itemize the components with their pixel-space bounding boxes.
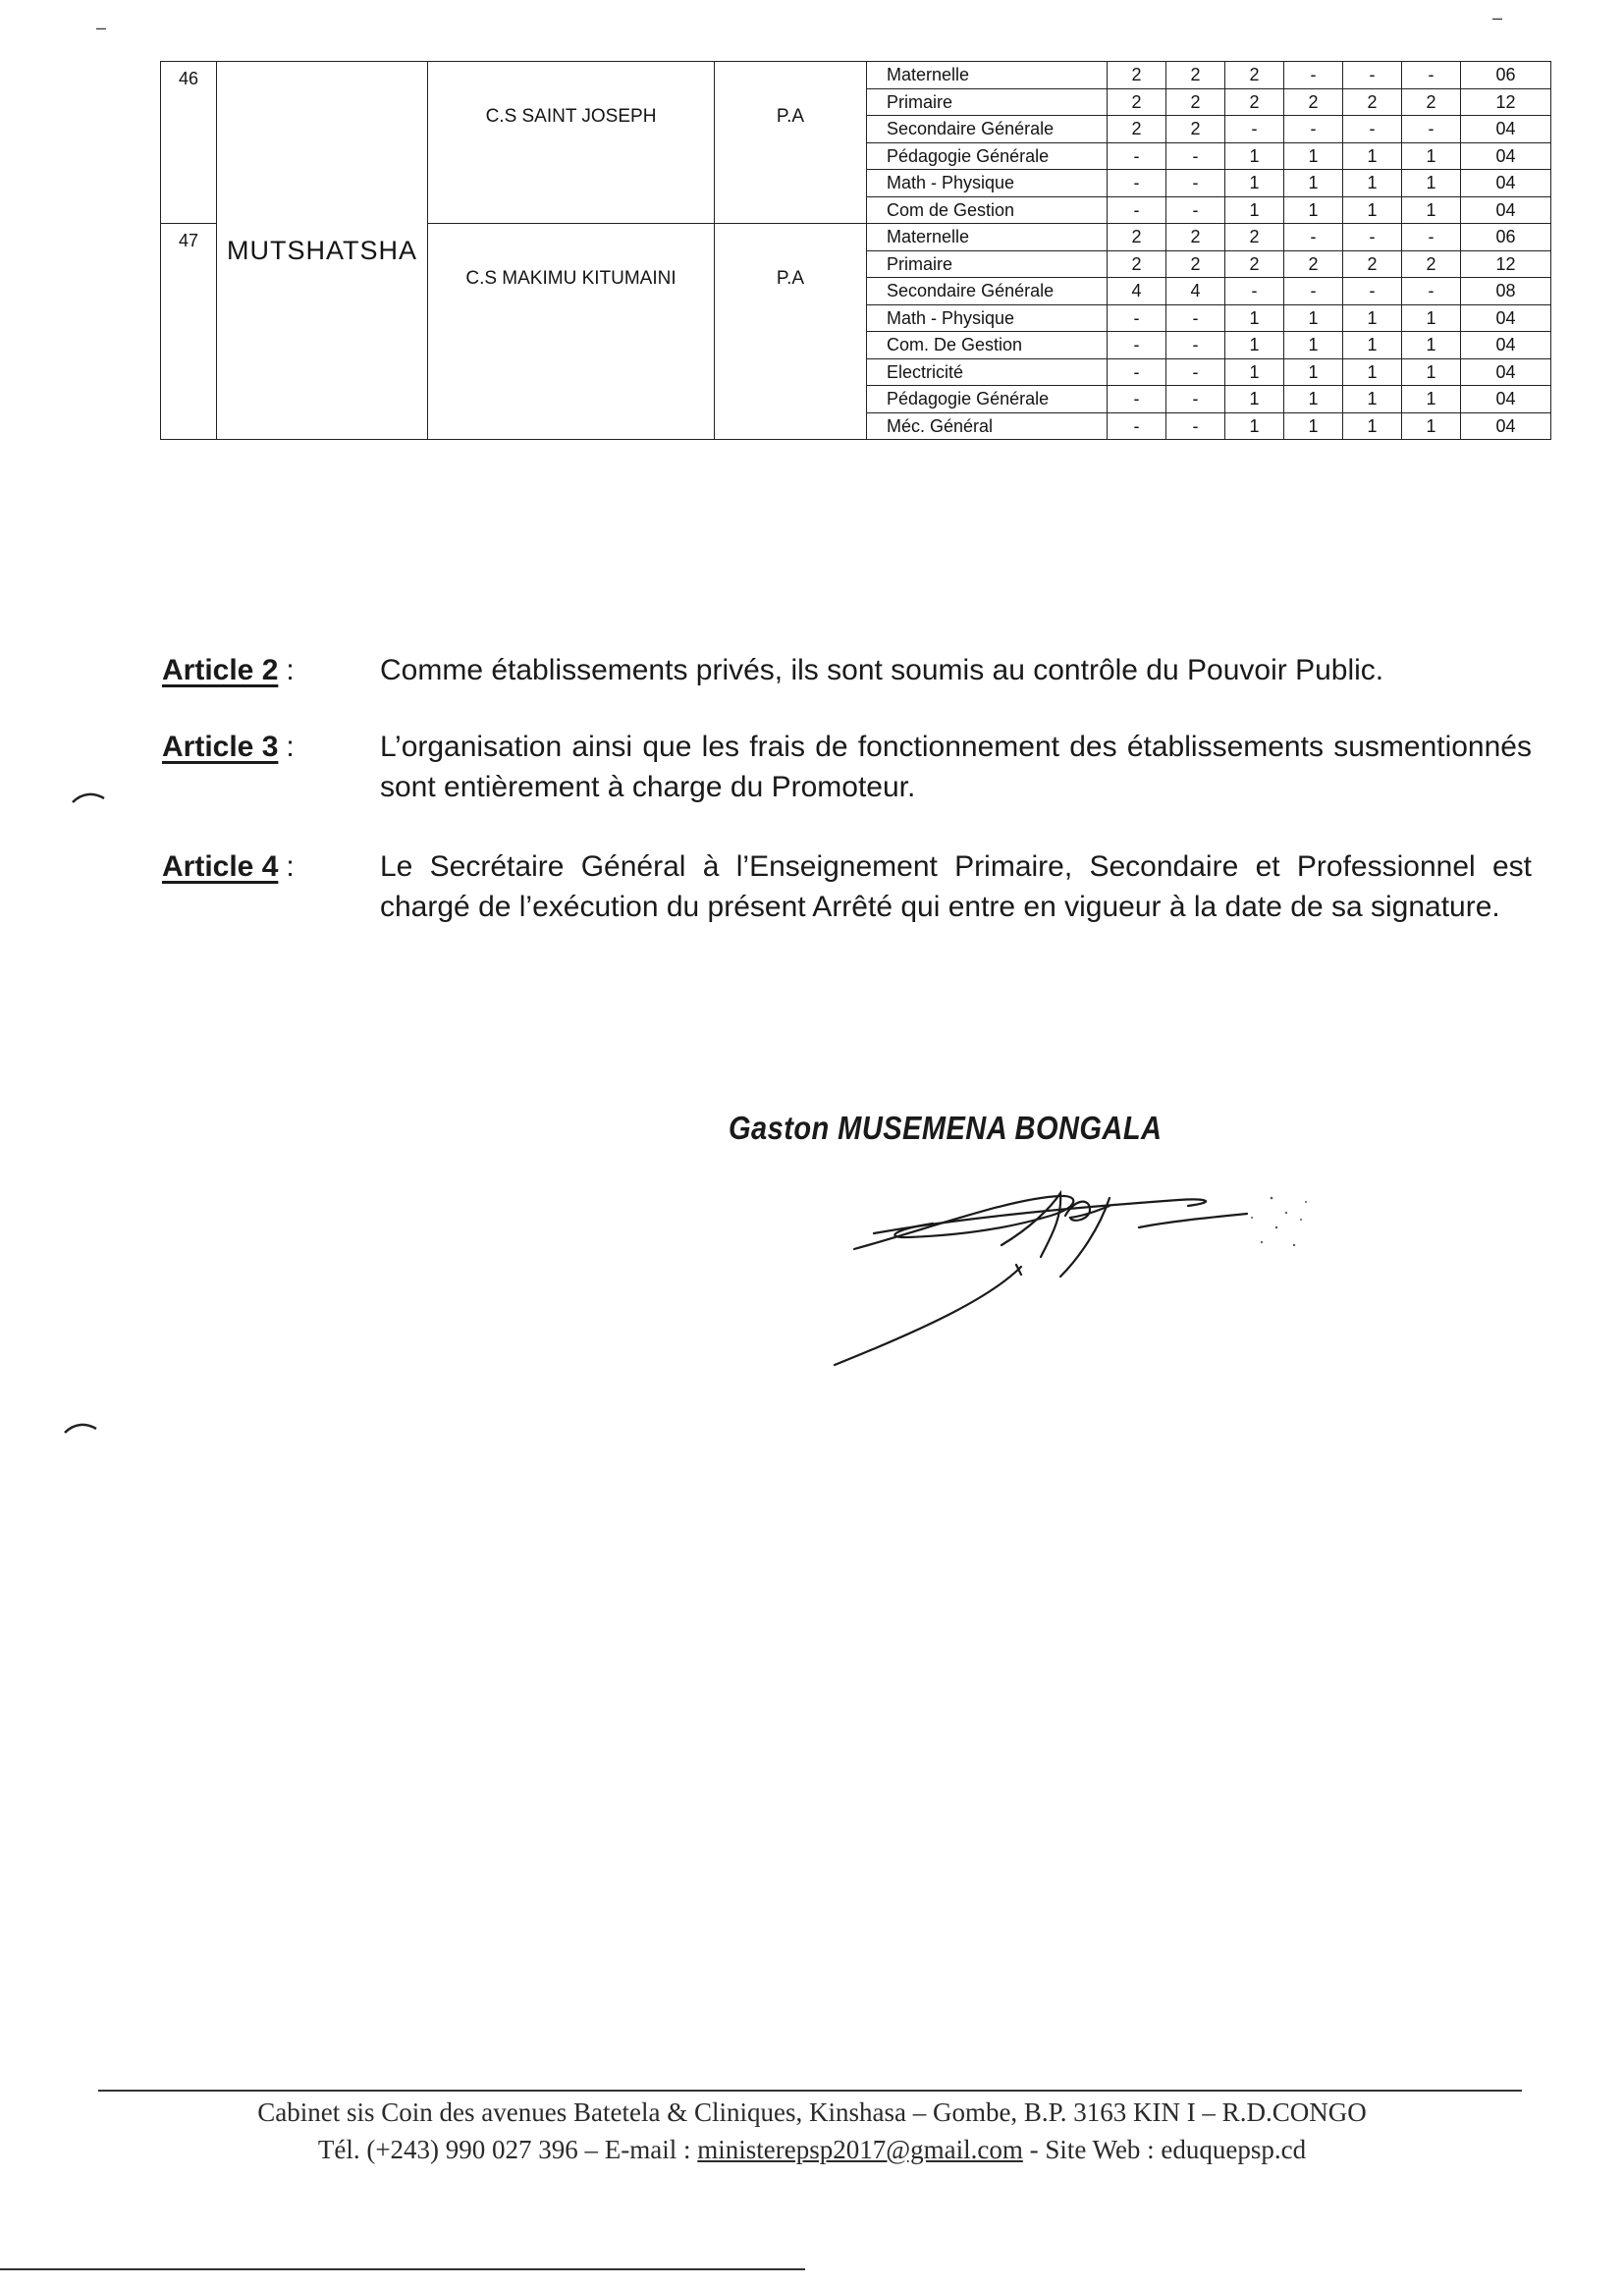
class-count: 1 bbox=[1402, 412, 1461, 440]
class-count: - bbox=[1166, 386, 1225, 413]
class-count: - bbox=[1402, 116, 1461, 143]
footer-address: Cabinet sis Coin des avenues Batetela & Cliniques, Kinshasa – Gombe, B.P. 3163 KIN I – R.D.CONGO bbox=[257, 2097, 1367, 2127]
school-regime: P.A bbox=[715, 224, 867, 440]
class-count: 1 bbox=[1225, 170, 1284, 197]
class-count: 4 bbox=[1108, 278, 1166, 305]
option-total: 04 bbox=[1461, 358, 1551, 386]
article-text: Comme établissements privés, ils sont soumis au contrôle du Pouvoir Public. bbox=[380, 654, 1384, 686]
footer-website: - Site Web : eduquepsp.cd bbox=[1022, 2135, 1307, 2164]
class-count: - bbox=[1284, 278, 1343, 305]
option-name: Maternelle bbox=[867, 62, 1108, 89]
class-count: 1 bbox=[1284, 304, 1343, 332]
school-name: C.S MAKIMU KITUMAINI bbox=[428, 224, 715, 440]
class-count: 2 bbox=[1225, 88, 1284, 116]
class-count: 1 bbox=[1402, 358, 1461, 386]
option-total: 06 bbox=[1461, 224, 1551, 251]
article-label bbox=[162, 846, 358, 887]
class-count: - bbox=[1108, 170, 1166, 197]
class-count: 1 bbox=[1402, 332, 1461, 359]
scan-speck: – bbox=[96, 18, 107, 37]
table-row bbox=[161, 62, 1551, 89]
option-name: Méc. Général bbox=[867, 412, 1108, 440]
class-count: - bbox=[1343, 224, 1402, 251]
option-total: 04 bbox=[1461, 412, 1551, 440]
option-name: Secondaire Générale bbox=[867, 116, 1108, 143]
class-count: 1 bbox=[1402, 304, 1461, 332]
option-total: 04 bbox=[1461, 170, 1551, 197]
class-count: - bbox=[1166, 412, 1225, 440]
option-name: Maternelle bbox=[867, 224, 1108, 251]
option-name: Math - Physique bbox=[867, 304, 1108, 332]
option-name: Electricité bbox=[867, 358, 1108, 386]
option-name: Secondaire Générale bbox=[867, 278, 1108, 305]
class-count: 1 bbox=[1225, 196, 1284, 224]
class-count: 1 bbox=[1225, 332, 1284, 359]
class-count: 2 bbox=[1343, 250, 1402, 278]
class-count: - bbox=[1284, 62, 1343, 89]
class-count: 1 bbox=[1225, 358, 1284, 386]
scan-mark bbox=[69, 790, 108, 806]
class-count: 2 bbox=[1166, 62, 1225, 89]
class-count: - bbox=[1225, 116, 1284, 143]
class-count: - bbox=[1166, 332, 1225, 359]
commune-name: MUTSHATSHA bbox=[217, 62, 428, 440]
class-count: - bbox=[1402, 224, 1461, 251]
class-count: 1 bbox=[1402, 196, 1461, 224]
class-count: 4 bbox=[1166, 278, 1225, 305]
option-total: 12 bbox=[1461, 250, 1551, 278]
class-count: 1 bbox=[1343, 196, 1402, 224]
class-count: 1 bbox=[1402, 170, 1461, 197]
class-count: - bbox=[1166, 170, 1225, 197]
class-count: 2 bbox=[1108, 88, 1166, 116]
signatory-name: Gaston MUSEMENA BONGALA bbox=[729, 1110, 1163, 1146]
class-count: 1 bbox=[1343, 170, 1402, 197]
option-total: 06 bbox=[1461, 62, 1551, 89]
article-label-text: Article 2 bbox=[162, 654, 279, 686]
option-total: 04 bbox=[1461, 386, 1551, 413]
class-count: - bbox=[1108, 196, 1166, 224]
class-count: - bbox=[1108, 332, 1166, 359]
class-count: - bbox=[1166, 196, 1225, 224]
class-count: 2 bbox=[1108, 116, 1166, 143]
class-count: - bbox=[1284, 116, 1343, 143]
class-count: - bbox=[1284, 224, 1343, 251]
option-total: 04 bbox=[1461, 142, 1551, 170]
class-count: 1 bbox=[1284, 358, 1343, 386]
class-count: 1 bbox=[1225, 304, 1284, 332]
class-count: 1 bbox=[1402, 142, 1461, 170]
class-count: 1 bbox=[1284, 412, 1343, 440]
option-name: Primaire bbox=[867, 88, 1108, 116]
class-count: 2 bbox=[1284, 250, 1343, 278]
article-text: Le Secrétaire Général à l’Enseignement Primaire, Secondaire et Professionnel est chargé de l’exécution du présent Arrêté qui entre en vigueur à la date de sa signature. bbox=[380, 850, 1532, 923]
article-text: L’organisation ainsi que les frais de fonctionnement des établissements susmentionnés sont entièrement à charge du Promoteur. bbox=[380, 731, 1532, 803]
class-count: 1 bbox=[1343, 412, 1402, 440]
article-label bbox=[162, 650, 358, 690]
class-count: 2 bbox=[1166, 116, 1225, 143]
scan-speck: – bbox=[1492, 8, 1503, 27]
class-count: 1 bbox=[1402, 386, 1461, 413]
article-label-text: Article 4 bbox=[162, 850, 279, 883]
option-name: Primaire bbox=[867, 250, 1108, 278]
class-count: - bbox=[1166, 304, 1225, 332]
footer-contact bbox=[0, 2135, 1624, 2165]
class-count: 2 bbox=[1166, 224, 1225, 251]
school-name: C.S SAINT JOSEPH bbox=[428, 62, 715, 224]
class-count: - bbox=[1343, 278, 1402, 305]
class-count: 1 bbox=[1284, 142, 1343, 170]
class-count: 2 bbox=[1225, 224, 1284, 251]
class-count: - bbox=[1166, 142, 1225, 170]
class-count: 1 bbox=[1284, 386, 1343, 413]
class-count: 1 bbox=[1284, 196, 1343, 224]
school-number: 46 bbox=[161, 62, 217, 224]
class-count: 2 bbox=[1225, 250, 1284, 278]
class-count: - bbox=[1108, 142, 1166, 170]
class-count: - bbox=[1343, 62, 1402, 89]
class-count: 1 bbox=[1225, 412, 1284, 440]
option-name: Math - Physique bbox=[867, 170, 1108, 197]
footer-email-link[interactable]: ministerepsp2017@gmail.com bbox=[697, 2135, 1023, 2164]
class-count: - bbox=[1166, 358, 1225, 386]
footer-phone: Tél. (+243) 990 027 396 – E-mail : bbox=[317, 2135, 698, 2164]
class-count: - bbox=[1108, 358, 1166, 386]
class-count: - bbox=[1108, 412, 1166, 440]
class-count: 1 bbox=[1284, 332, 1343, 359]
footer-rule bbox=[98, 2090, 1522, 2092]
class-count: 2 bbox=[1284, 88, 1343, 116]
option-total: 04 bbox=[1461, 304, 1551, 332]
class-count: 2 bbox=[1225, 62, 1284, 89]
option-name: Pédagogie Générale bbox=[867, 142, 1108, 170]
class-count: 2 bbox=[1108, 224, 1166, 251]
table-body bbox=[161, 62, 1551, 440]
bottom-rule bbox=[0, 2268, 805, 2270]
article-separator: : bbox=[286, 731, 295, 763]
option-total: 04 bbox=[1461, 116, 1551, 143]
class-count: - bbox=[1225, 278, 1284, 305]
class-count: - bbox=[1343, 116, 1402, 143]
schools-table bbox=[160, 61, 1551, 440]
school-number: 47 bbox=[161, 224, 217, 440]
class-count: 1 bbox=[1225, 142, 1284, 170]
class-count: - bbox=[1402, 62, 1461, 89]
option-total: 04 bbox=[1461, 196, 1551, 224]
article-separator: : bbox=[286, 850, 295, 883]
option-name: Com. De Gestion bbox=[867, 332, 1108, 359]
class-count: 2 bbox=[1166, 88, 1225, 116]
class-count: - bbox=[1402, 278, 1461, 305]
class-count: 1 bbox=[1343, 358, 1402, 386]
class-count: 1 bbox=[1343, 304, 1402, 332]
class-count: 1 bbox=[1343, 142, 1402, 170]
class-count: 1 bbox=[1225, 386, 1284, 413]
article-separator: : bbox=[286, 654, 295, 686]
class-count: 2 bbox=[1108, 250, 1166, 278]
class-count: 2 bbox=[1402, 88, 1461, 116]
option-name: Com de Gestion bbox=[867, 196, 1108, 224]
scan-mark bbox=[61, 1421, 100, 1437]
article-label-text: Article 3 bbox=[162, 731, 279, 763]
school-regime: P.A bbox=[715, 62, 867, 224]
class-count: 1 bbox=[1343, 332, 1402, 359]
option-name: Pédagogie Générale bbox=[867, 386, 1108, 413]
signature-image bbox=[815, 1159, 1326, 1375]
option-total: 12 bbox=[1461, 88, 1551, 116]
class-count: 1 bbox=[1284, 170, 1343, 197]
article-label bbox=[162, 727, 358, 767]
class-count: 2 bbox=[1108, 62, 1166, 89]
class-count: 1 bbox=[1343, 386, 1402, 413]
option-total: 08 bbox=[1461, 278, 1551, 305]
class-count: - bbox=[1108, 304, 1166, 332]
class-count: - bbox=[1108, 386, 1166, 413]
option-total: 04 bbox=[1461, 332, 1551, 359]
class-count: 2 bbox=[1402, 250, 1461, 278]
class-count: 2 bbox=[1343, 88, 1402, 116]
class-count: 2 bbox=[1166, 250, 1225, 278]
